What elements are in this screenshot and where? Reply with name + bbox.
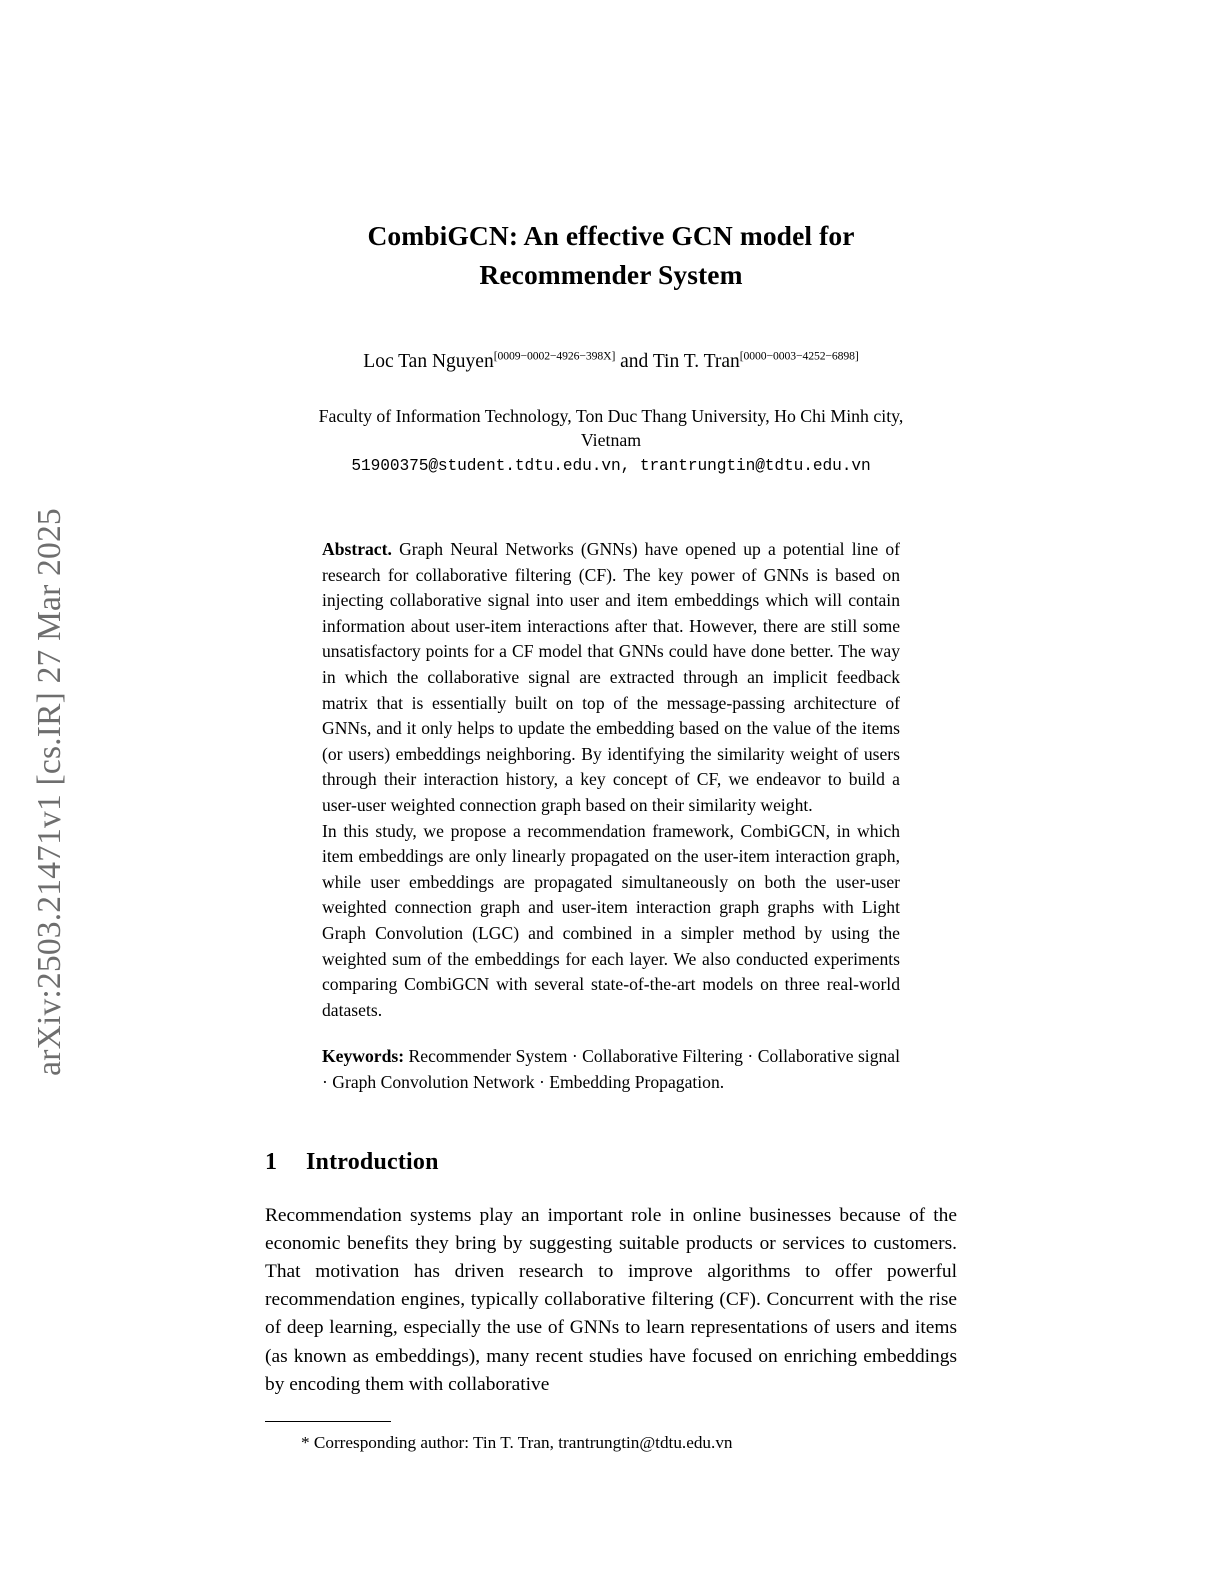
title-line-2: Recommender System xyxy=(479,259,743,291)
title-line-1: CombiGCN: An effective GCN model for xyxy=(367,220,855,251)
affiliation-line-2: Vietnam xyxy=(580,429,642,450)
introduction-paragraph-1: Recommendation systems play an important role in online businesses because of the economic benefits they bring by suggesting suitable products or services to customers. That motivation has driven research to improve algorithms to offer powerful recommendation engines, typically collaborative filtering (CF). Concurrent with the rise of deep learning, especially the use of GNNs to learn representations of users and items (as known as embeddings), many recent studies have focused on enriching embeddings by encoding them with collaborative xyxy=(265,1204,957,1395)
footnote-divider xyxy=(265,1421,391,1422)
abstract-text-1: Graph Neural Networks (GNNs) have opened up a potential line of research for collaborative filtering (CF). The key power of GNNs is based on injecting collaborative signal into user and item embeddings which will contain information about user-item interactions after that. However, there are still some unsatisfactory points for a CF model that GNNs could have done better. The way in which the collaborative signal are extracted through an implicit feedback matrix that is essentially built on top of the message-passing architecture of GNNs, and it only helps to update the embedding based on the value of the items (or users) embeddings neighboring. By identifying the similarity weight of users through their interaction history, a key concept of CF, we endeavor to build a user-user weighted connection graph based on their similarity weight. xyxy=(322,539,900,815)
footnote-area xyxy=(265,1399,957,1455)
author-1-name: Loc Tan Nguyen xyxy=(363,351,494,373)
keywords-label: Keywords: xyxy=(322,1046,405,1067)
section-title: Introduction xyxy=(306,1148,439,1175)
arxiv-stamp-text: arXiv:2503.21471v1 [cs.IR] 27 Mar 2025 xyxy=(31,508,68,1076)
author-2-name: Tin T. Tran xyxy=(652,351,740,373)
author-2-orcid: [0000−0003−4252−6898] xyxy=(739,349,859,363)
abstract-paragraph-1 xyxy=(322,537,900,819)
author-1-orcid: [0009−0002−4926−398X] xyxy=(493,349,616,363)
affiliation-line-1: Faculty of Information Technology, Ton Duc Thang University, Ho Chi Minh city, xyxy=(318,406,904,427)
author-emails: 51900375@student.tdtu.edu.vn, trantrungtin@tdtu.edu.vn xyxy=(351,457,871,476)
abstract-paragraph-2: In this study, we propose a recommendation framework, CombiGCN, in which item embeddings are only linearly propagated on the user-item interaction graph, while user embeddings are propagated simultaneously on both the user-user weighted connection graph and user-item interaction graph graphs with Light Graph Convolution (LGC) and combined in a simpler method by using the weighted sum of the embeddings for each layer. We also conducted experiments comparing CombiGCN with several state-of-the-art models on three real-world datasets. xyxy=(322,820,900,1020)
page-title xyxy=(265,0,957,294)
abstract-section xyxy=(322,478,900,1095)
keywords-line xyxy=(322,1023,900,1095)
paper-content xyxy=(265,0,957,1455)
author-list xyxy=(265,294,957,375)
section-number: 1 xyxy=(265,1148,278,1175)
keywords-text: Recommender System · Collaborative Filtering · Collaborative signal · Graph Convolution Network · Embedding Propagation. xyxy=(322,1046,900,1092)
arxiv-stamp xyxy=(0,0,100,1584)
author-conjunction: and xyxy=(615,351,653,373)
section-heading-introduction xyxy=(265,1096,957,1176)
abstract-label: Abstract. xyxy=(322,539,392,560)
footnote-text: * Corresponding author: Tin T. Tran, trantrungtin@tdtu.edu.vn xyxy=(301,1433,733,1453)
affiliation xyxy=(265,375,957,452)
